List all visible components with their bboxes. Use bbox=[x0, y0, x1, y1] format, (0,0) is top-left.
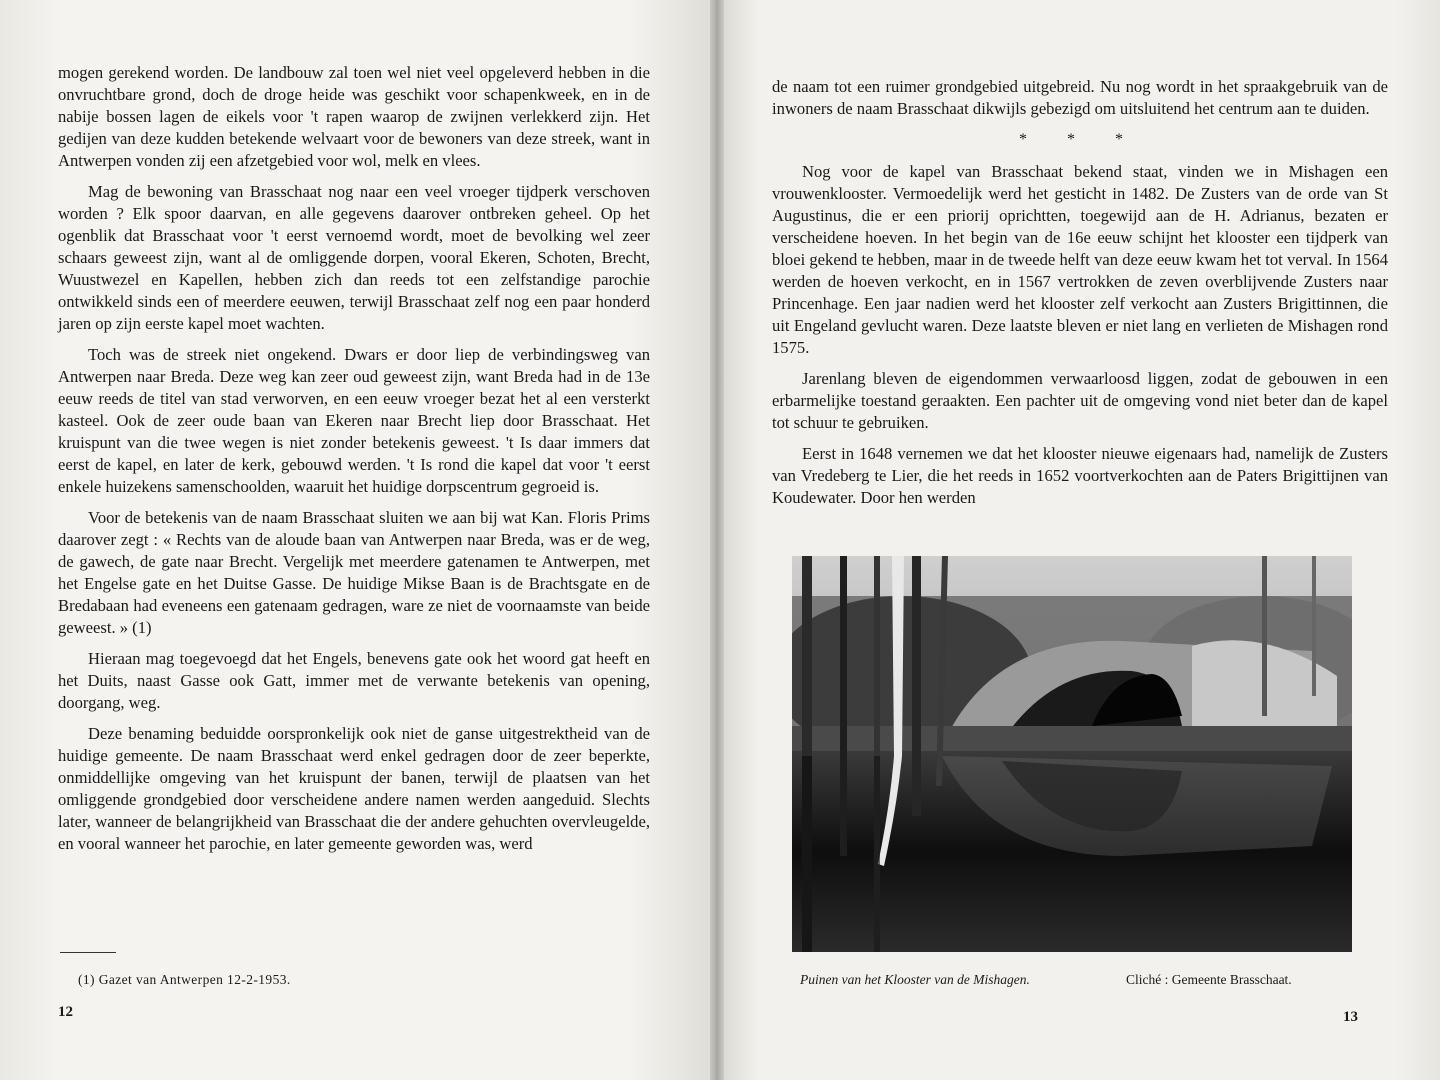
paragraph: Hieraan mag toegevoegd dat het Engels, benevens gate ook het woord gat heeft en het Duits, naast Gasse ook Gatt, immer met de verwante betekenis van opening, doorgang, weg. bbox=[58, 649, 650, 712]
page-number-right: 13 bbox=[1343, 1009, 1358, 1025]
paragraph: Toch was de streek niet ongekend. Dwars er door liep de verbindingsweg van Antwerpen naar Breda. Deze weg kan zeer oud geweest zijn, want Breda had in de 13e eeuw reeds de titel van stad verworven, en een eeuw vroeger bezat het al een versterkt kasteel. Ook de zeer oude baan van Ekeren naar Brecht liep door Brasschaat. Het kruispunt van die twee wegen is niet zonder betekenis geweest. 't Is daar immers dat eerst de kapel, en later de kerk, gebouwd werden. 't Is rond die kapel dat voor 't eerst enkele huizekens samenschoolden, waaruit het huidige dorpscentrum gegroeid is. bbox=[58, 345, 650, 496]
left-page bbox=[0, 0, 716, 1080]
paragraph: Mag de bewoning van Brasschaat nog naar een veel vroeger tijdperk verschoven worden ? Elk spoor daarvan, en alle gegevens daarover ontbreken geheel. Op het ogenblik dat Brasschaat voor 't eerst vernoemd wordt, moet de bevolking wel zeer schaars geweest zijn, want al de omliggende dorpen, vooral Ekeren, Schoten, Brecht, Wuustwezel en Kapellen, hebben zich dan reeds tot een zelfstandige parochie ontwikkeld sinds een of meerdere eeuwen, terwijl Brasschaat zelf nog een paar honderd jaren op zijn eerste kapel moet wachten. bbox=[58, 182, 650, 333]
paragraph: Eerst in 1648 vernemen we dat het klooster nieuwe eigenaars had, namelijk de Zusters van Vredeberg te Lier, die het reeds in 1652 voortverkochten aan de Paters Brigittijnen van Koudewater. Door hen werden bbox=[772, 444, 1388, 507]
photo-ruins-mishagen bbox=[792, 556, 1352, 952]
right-page-text bbox=[772, 76, 1388, 518]
footnote-rule bbox=[60, 952, 116, 953]
caption-credit: Cliché : Gemeente Brasschaat. bbox=[1126, 972, 1292, 987]
paragraph: de naam tot een ruimer grondgebied uitgebreid. Nu nog wordt in het spraakgebruik van de inwoners de naam Brasschaat dikwijls gebezigd om uitsluitend het centrum aan te duiden. bbox=[772, 77, 1388, 118]
page-number-left: 12 bbox=[58, 1004, 73, 1020]
paragraph: Voor de betekenis van de naam Brasschaat sluiten we aan bij wat Kan. Floris Prims daarover zegt : « Rechts van de aloude baan van Antwerpen naar Breda, was er de weg, de gawech, de gate naar Brecht. Vergelijk met meerdere gatenamen te Antwerpen, met het Engelse gate en het Duitse Gasse. De huidige Mikse Baan is de Brachtsgate en de Bredabaan had eveneens een gatenaam gedragen, ware ze niet de voornaamste van beide geweest. » (1) bbox=[58, 508, 650, 637]
caption-title: Puinen van het Klooster van de Mishagen. bbox=[800, 972, 1030, 987]
photo-caption bbox=[800, 972, 1360, 988]
photo-illustration bbox=[792, 556, 1352, 952]
section-separator: * * * bbox=[1019, 131, 1141, 148]
footnote: (1) Gazet van Antwerpen 12-2-1953. bbox=[78, 972, 291, 987]
paragraph: Deze benaming beduidde oorspronkelijk ook niet de ganse uitgestrektheid van de huidige gemeente. De naam Brasschaat werd enkel gedragen door de zeer beperkte, onmiddellijke omgeving van het kruispunt der banen, terwijl de plaatsen van het omliggende grondgebied door verscheidene andere namen werden aangeduid. Slechts later, wanneer de belangrijkheid van Brasschaat die der andere gehuchten overvleugelde, en vooral wanneer het parochie, en later gemeente geworden was, werd bbox=[58, 724, 650, 853]
left-page-text bbox=[58, 62, 650, 864]
right-page bbox=[716, 0, 1440, 1080]
book-gutter bbox=[710, 0, 724, 1080]
paragraph: mogen gerekend worden. De landbouw zal toen wel niet veel opgeleverd hebben in die onvruchtbare grond, doch de droge heide was geschikt voor schapenkweek, en in de nabije bossen lagen de eikels voor 't rapen waarop de zwijnen verlekkerd zijn. Het gedijen van deze kudden betekende welvaart voor de bewoners van deze streek, want in Antwerpen vonden zij een afzetgebied voor wol, melk en vlees. bbox=[58, 63, 650, 170]
paragraph: Nog voor de kapel van Brasschaat bekend staat, vinden we in Mishagen een vrouwenklooster. Vermoedelijk werd het gesticht in 1482. De Zusters van de orde van St Augustinus, die er een priorij oprichtten, toegewijd aan de H. Adrianus, bezaten er verscheidene hoeven. In het begin van de 16e eeuw schijnt het klooster een tijdperk van bloei gekend te hebben, maar in de tweede helft van deze eeuw kwam het tot verval. In 1564 werden de hoeven verkocht, en in 1567 vertrokken de zeven overblijvende Zusters naar Princenhage. Een jaar nadien werd het klooster zelf verkocht aan Zusters Brigittinnen, die uit Engeland gevlucht waren. Deze laatste bleven er niet lang en verlieten de Mishagen rond 1575. bbox=[772, 162, 1388, 357]
paragraph: Jarenlang bleven de eigendommen verwaarloosd liggen, zodat de gebouwen in een erbarmelijke toestand geraakten. Een pachter uit de omgeving vond niet beter dan de kapel tot schuur te gebruiken. bbox=[772, 369, 1388, 432]
